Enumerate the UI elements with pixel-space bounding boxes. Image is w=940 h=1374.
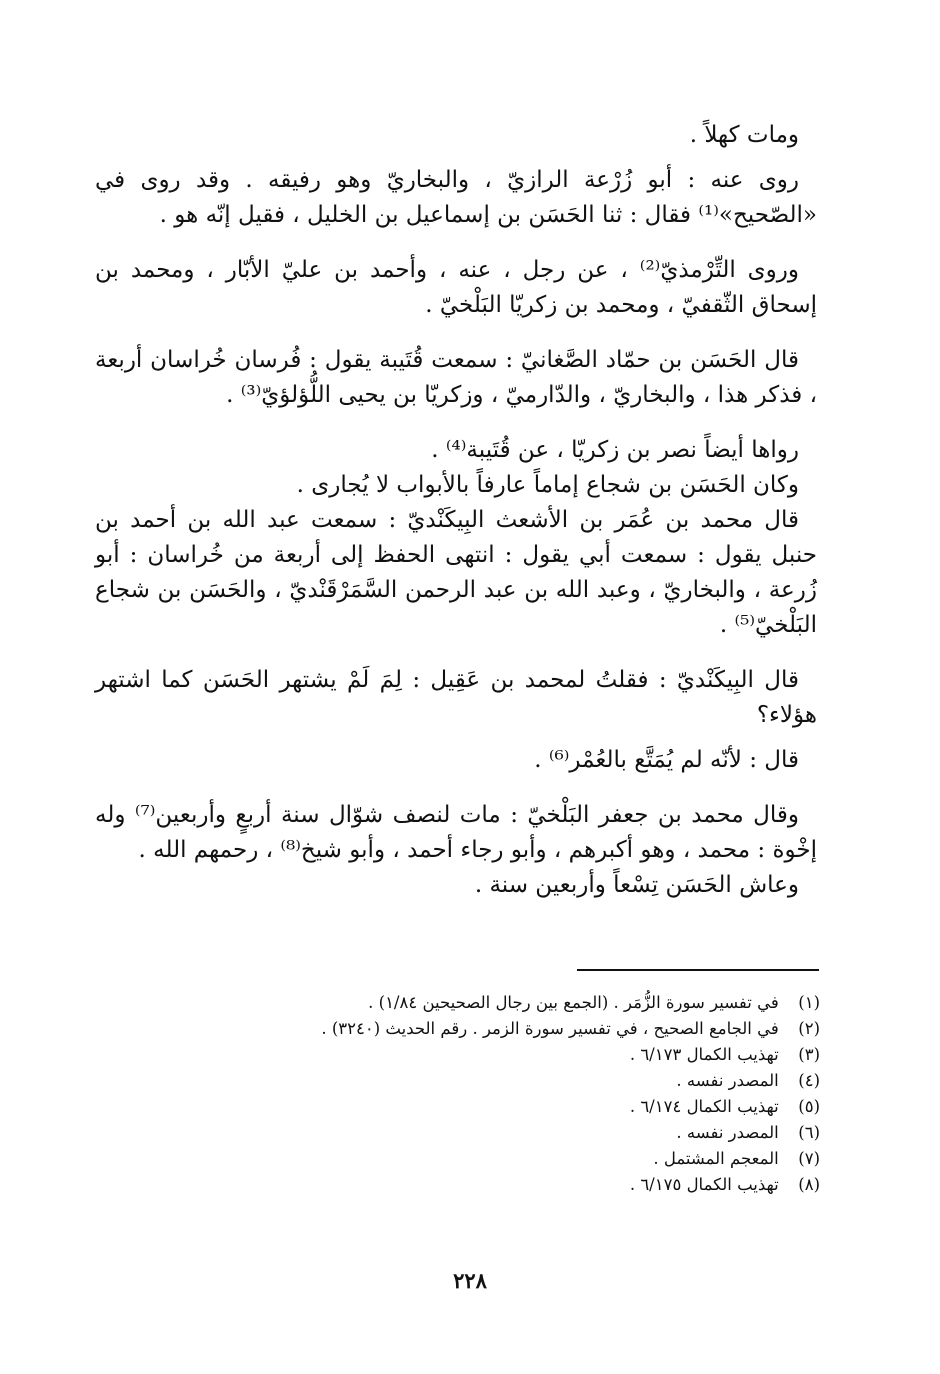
footnote-text: المصدر نفسه . [676,1123,779,1142]
footnote-divider [577,969,819,971]
footnote-text: المصدر نفسه . [676,1071,779,1090]
footnote [300,1172,820,1198]
paragraph: قال محمد بن عُمَر بن الأشعث البِيكَنْديّ : سمعت عبد الله بن أحمد بن حنبل يقول : سمعت أبي يقول : انتهى الحفظ إلى أربعة من خُراسان : أبو زُرعة ، والبخاريّ ، وعبد الله بن عبد الرحمن السَّمَرْقَنْديّ ، والحَسَن بن شجاع البَلْخيّ⁽⁵⁾ . [95,507,817,638]
paragraph: رواها أيضاً نصر بن زكريّا ، عن قُتَيبة⁽⁴⁾ . [431,437,799,463]
main-text [95,118,817,903]
footnote [300,1016,820,1042]
footnote-text: في الجامع الصحيح ، في تفسير سورة الزمر . رقم الحديث (٣٢٤٠) . [321,1019,779,1038]
paragraph: وكان الحَسَن بن شجاع إماماً عارفاً بالأبواب لا يُجارى . [296,472,799,498]
paragraph: قال الحَسَن بن حمّاد الصَّغانيّ : سمعت قُتَيبة يقول : فُرسان خُراسان أربعة ، فذكر هذا ، والبخاريّ ، والدّارميّ ، وزكريّا بن يحيى اللُّؤلؤيّ⁽³⁾ . [95,347,817,408]
footnote-text: تهذيب الكمال ٦/١٧٥ . [629,1175,779,1194]
footnote [300,1068,820,1094]
footnote [300,1094,820,1120]
footnote-text: تهذيب الكمال ٦/١٧٤ . [629,1097,779,1116]
footnote [300,1042,820,1068]
paragraph: وروى التِّرْمذيّ⁽²⁾ ، عن رجل ، عنه ، وأحمد بن عليّ الأبّار ، ومحمد بن إسحاق الثّقفيّ ، ومحمد بن زكريّا البَلْخيّ . [95,257,817,318]
footnote [300,1146,820,1172]
paragraph: وعاش الحَسَن تِسْعاً وأربعين سنة . [474,872,799,898]
paragraph: قال البِيكَنْديّ : فقلتُ لمحمد بن عَقِيل : لِمَ لَمْ يشتهر الحَسَن كما اشتهر هؤلاء؟ [95,667,817,728]
footnote-number: (٢) [798,1019,820,1038]
footnote-text: المعجم المشتمل . [653,1149,779,1168]
footnote-text: تهذيب الكمال ٦/١٧٣ . [629,1045,779,1064]
paragraph: ومات كهلاً . [689,122,799,148]
footnote-number: (٨) [798,1175,820,1194]
footnotes [300,990,820,1198]
paragraph: روى عنه : أبو زُرْعة الرازيّ ، والبخاريّ وهو رفيقه . وقد روى في «الصّحيح»⁽¹⁾ فقال : ثنا الحَسَن بن إسماعيل بن الخليل ، فقيل إنّه هو . [95,167,817,228]
footnote-number: (٥) [798,1097,820,1116]
footnote [300,990,820,1016]
footnote-number: (٤) [798,1071,820,1090]
paragraph: قال : لأنّه لم يُمَتَّع بالعُمْر⁽⁶⁾ . [534,747,799,773]
footnote-number: (٦) [798,1123,820,1142]
footnote [300,1120,820,1146]
footnote-text: في تفسير سورة الزُّمَر . (الجمع بين رجال الصحيحين ١/٨٤) . [368,993,779,1012]
footnote-number: (٣) [798,1045,820,1064]
footnote-number: (١) [798,993,820,1012]
page-number: ٢٢٨ [453,1268,487,1293]
footnote-number: (٧) [798,1149,820,1168]
paragraph: وقال محمد بن جعفر البَلْخيّ : مات لنصف شوّال سنة أربعٍ وأربعين⁽⁷⁾ وله إخْوة : محمد ، وهو أكبرهم ، وأبو رجاء أحمد ، وأبو شيخ⁽⁸⁾ ، رحمهم الله . [95,802,817,863]
